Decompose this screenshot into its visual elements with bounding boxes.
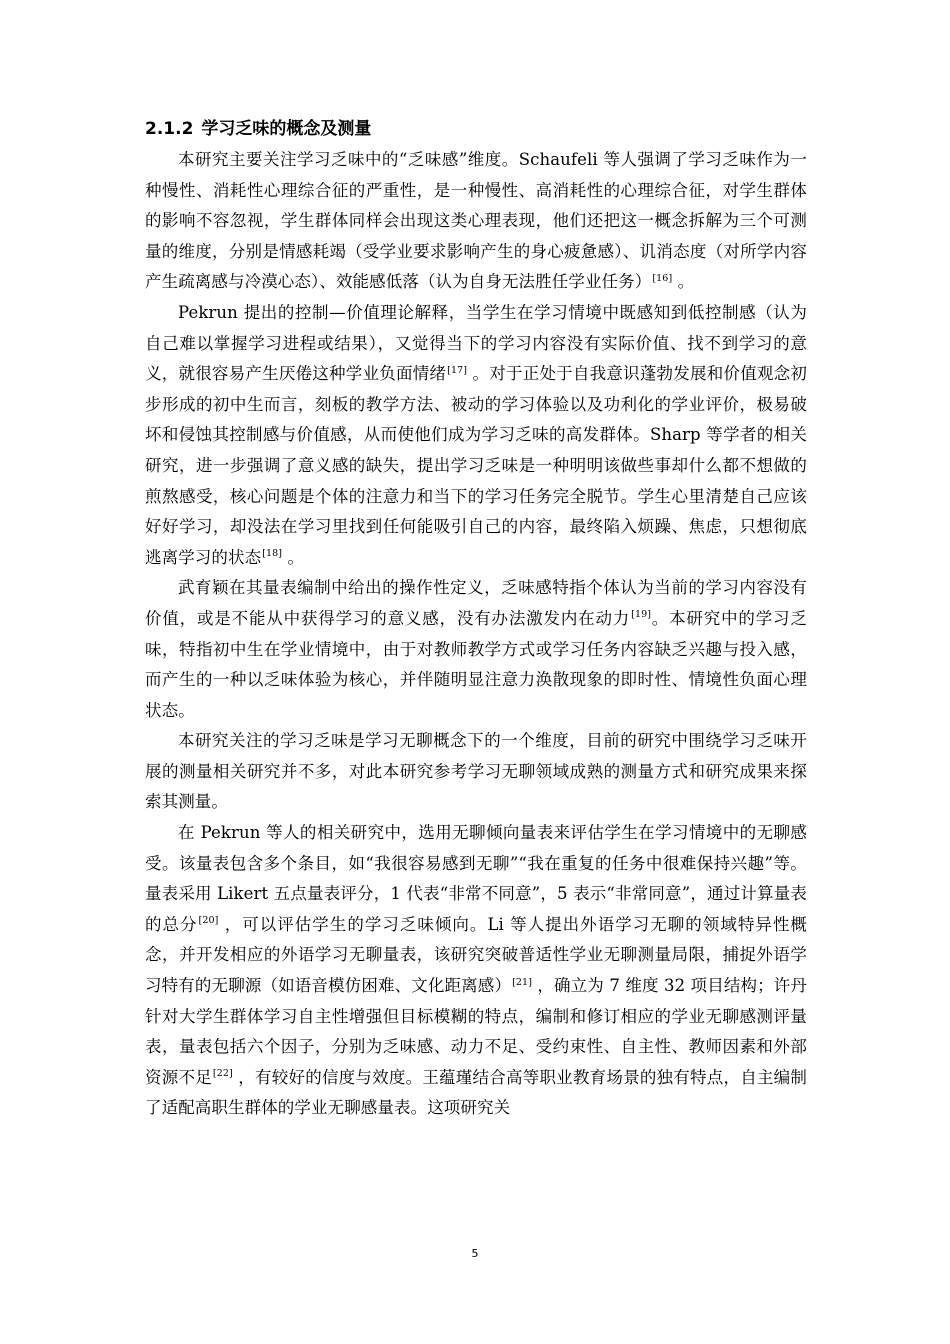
section-number: 2.1.2 bbox=[145, 119, 194, 139]
citation-reference: [22] bbox=[212, 1068, 233, 1080]
paragraph bbox=[145, 298, 807, 573]
paragraph-text: ，可以评估学生的学习乏味倾向。Li 等人提出外语学习无聊的领域特异性概念，并开发相应的外语学习无聊量表，该研究突破普适性学业无聊测量局限，捕捉外语学习特有的无聊源（如语音模仿困难、文化距离感） bbox=[145, 914, 807, 996]
citation-reference: [18] bbox=[262, 548, 283, 560]
paragraph bbox=[145, 726, 807, 818]
paragraph-text: 。 bbox=[282, 547, 305, 567]
citation-reference: [21] bbox=[512, 976, 532, 988]
section-heading bbox=[145, 117, 807, 141]
paragraph bbox=[145, 573, 807, 726]
paragraph-text: ，确立为 7 维度 32 项目结构；许丹针对大学生群体学习自主性增强但目标模糊的特点，编制和修订相应的学业无聊感测评量表，量表包括六个因子，分别为乏味感、动力不足、受约束性、自主性、教师因素和外部资源不足 bbox=[145, 976, 807, 1087]
paragraph-text: 武育颖在其量表编制中给出的操作性定义，乏味感特指个体认为当前的学习内容没有价值，或是不能从中获得学习的意义感，没有办法激发内在动力 bbox=[145, 578, 807, 628]
paragraph bbox=[145, 818, 807, 1124]
body-text bbox=[145, 145, 807, 1124]
section-title: 学习乏味的概念及测量 bbox=[201, 119, 372, 139]
page-number: 5 bbox=[471, 1247, 479, 1260]
citation-reference: [17] bbox=[447, 364, 468, 376]
paragraph-text: 在 Pekrun 等人的相关研究中，选用无聊倾向量表来评估学生在学习情境中的无聊感受。该量表包含多个条目，如“我很容易感到无聊”“我在重复的任务中很难保持兴趣”等。量表采用 Likert 五点量表评分，1 代表“非常不同意”，5 表示“非常同意”，通过计算量表的总分 bbox=[145, 823, 807, 934]
citation-reference: [16] bbox=[652, 272, 673, 284]
citation-reference: [19] bbox=[631, 609, 652, 621]
paragraph-text: Pekrun 提出的控制—价值理论解释，当学生在学习情境中既感知到低控制感（认为自己难以掌握学习进程或结果），又觉得当下的学习内容没有实际价值、找不到学习的意义，就很容易产生厌倦这种学业负面情绪 bbox=[145, 302, 807, 384]
page-content bbox=[145, 117, 807, 1124]
paragraph-text: ，有较好的信度与效度。王蕴瑾结合高等职业教育场景的独有特点，自主编制了适配高职生群体的学业无聊感量表。这项研究关 bbox=[145, 1067, 807, 1118]
paragraph bbox=[145, 145, 807, 298]
citation-reference: [20] bbox=[198, 915, 219, 927]
paragraph-text: 本研究关注的学习乏味是学习无聊概念下的一个维度，目前的研究中围绕学习乏味开展的测量相关研究并不多，对此本研究参考学习无聊领域成熟的测量方式和研究成果来探索其测量。 bbox=[145, 731, 807, 812]
paragraph-text: 本研究主要关注学习乏味中的“乏味感”维度。Schaufeli 等人强调了学习乏味作为一种慢性、消耗性心理综合征的严重性，是一种慢性、高消耗性的心理综合征，对学生群体的影响不容忽视，学生群体同样会出现这类心理表现，他们还把这一概念拆解为三个可测量的维度，分别是情感耗竭（受学业要求影响产生的身心疲惫感）、讥消态度（对所学内容产生疏离感与冷漠心态）、效能感低落（认为自身无法胜任学业任务） bbox=[145, 150, 807, 292]
paragraph-text: 。本研究中的学习乏味，特指初中生在学业情境中，由于对教师教学方式或学习任务内容缺乏兴趣与投入感，而产生的一种以乏味体验为核心，并伴随明显注意力涣散现象的即时性、情境性负面心理状态。 bbox=[145, 608, 807, 720]
paragraph-text: 。对于正处于自我意识蓬勃发展和价值观念初步形成的初中生而言，刻板的教学方法、被动的学习体验以及功利化的学业评价，极易破坏和侵蚀其控制感与价值感，从而使他们成为学习乏味的高发群体。Sharp 等学者的相关研究，进一步强调了意义感的缺失，提出学习乏味是一种明明该做些事却什么都不想做的煎熬感受，核心问题是个体的注意力和当下的学习任务完全脱节。学生心里清楚自己应该好好学习，却没法在学习里找到任何能吸引自己的内容，最终陷入烦躁、焦虑，只想彻底逃离学习的状态 bbox=[145, 364, 807, 567]
paragraph-text: 。 bbox=[672, 272, 695, 292]
